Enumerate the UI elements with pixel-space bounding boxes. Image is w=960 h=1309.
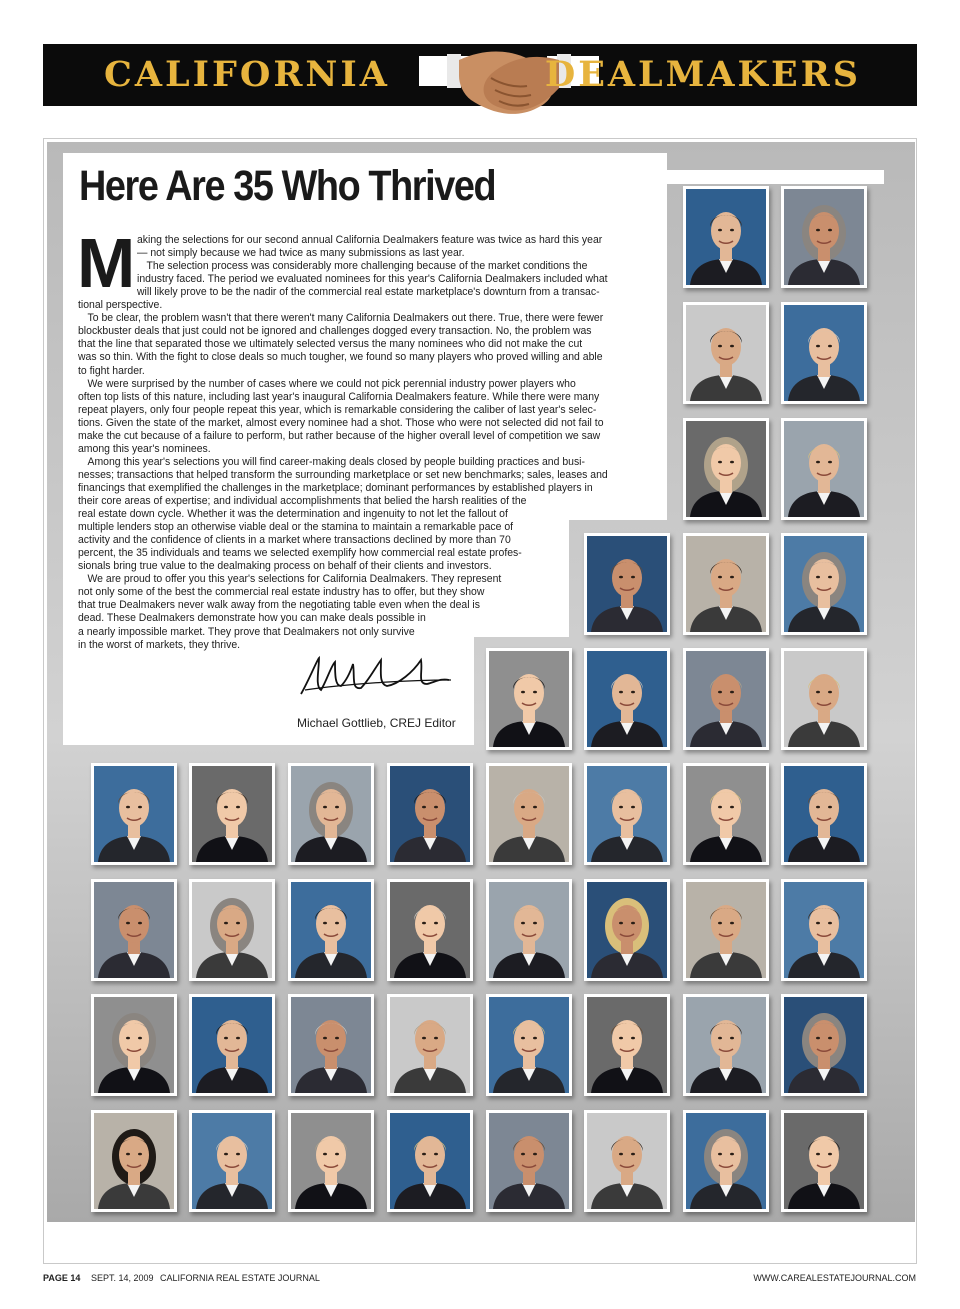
portrait-image [686, 1113, 766, 1209]
portrait-image [686, 766, 766, 862]
portrait-image [390, 882, 470, 978]
dealmaker-photo [781, 879, 867, 981]
portrait-image [686, 536, 766, 632]
portrait-image [390, 1113, 470, 1209]
dealmaker-photo [189, 879, 275, 981]
dealmaker-photo [781, 648, 867, 750]
portrait-image [192, 997, 272, 1093]
article-line: nesses; transactions that helped transform the surrounding marketplace or set new benchmarks; sales, leases and [78, 468, 608, 481]
dealmaker-photo [486, 1110, 572, 1212]
article-line: that true Dealmakers never walk away from the negotiating table even when the deal is [78, 599, 480, 612]
article-line: their core areas of expertise; and individual accomplishments that belied the harsh realities of the [78, 495, 527, 507]
portrait-image [686, 305, 766, 401]
dealmaker-photo [781, 533, 867, 635]
publication-name: CALIFORNIA REAL ESTATE JOURNAL [160, 1273, 320, 1283]
dealmaker-photo [584, 533, 670, 635]
dealmaker-photo [288, 879, 374, 981]
article-line: often top lists of this nature, including last year's inaugural California Dealmakers feature. While there were many [78, 390, 600, 403]
banner-left-word: CALIFORNIA [104, 54, 390, 95]
dealmaker-photo [683, 1110, 769, 1212]
article-line: to fight harder. [78, 364, 145, 377]
article-line: activity and the confidence of clients in a market where transactions declined by more than 70 [78, 534, 511, 547]
portrait-image [291, 882, 371, 978]
article-line: repeat players, only four people repeat this year, which is remarkable considering the caliber of last year's selec- [78, 403, 597, 416]
article-line: in the worst of markets, they thrive. [78, 638, 241, 651]
portrait-image [390, 766, 470, 862]
portrait-image [784, 305, 864, 401]
article-line: We were surprised by the number of cases where we could not pick perennial industry power players who [87, 377, 576, 390]
portrait-image [686, 997, 766, 1093]
article-line: tions. Given the state of the market, almost every nominee had a shot. Those who were not selected did not fail to [78, 416, 604, 429]
portrait-image [94, 1113, 174, 1209]
dealmaker-photo [584, 648, 670, 750]
dealmaker-photo [387, 763, 473, 865]
portrait-image [587, 1113, 667, 1209]
article-line: a nearly impossible market. They prove that Dealmakers not only survive [78, 625, 415, 638]
article-line: percent, the 35 individuals and teams we selected exemplify how commercial real estate profes- [78, 547, 522, 560]
portrait-image [489, 651, 569, 747]
dealmaker-photo [683, 648, 769, 750]
dealmaker-photo [387, 879, 473, 981]
dealmaker-photo [486, 994, 572, 1096]
dealmaker-photo [189, 994, 275, 1096]
article-line: among this year's nominees. [78, 442, 211, 455]
dealmaker-photo [781, 1110, 867, 1212]
article-line: make the cut because of a failure to perform, but rather because of the higher overall level of competition we saw [78, 429, 601, 442]
portrait-image [489, 1113, 569, 1209]
headline: Here Are 35 Who Thrived [79, 162, 496, 210]
portrait-image [291, 1113, 371, 1209]
photo-area-top-edge [666, 170, 884, 184]
article-line: aking the selections for our second annual California Dealmakers feature was twice as hard this year [137, 234, 603, 246]
portrait-image [94, 766, 174, 862]
dealmaker-photo [486, 879, 572, 981]
portrait-image [784, 651, 864, 747]
article-line: industry faced. The period we evaluated nominees for this year's California Dealmakers included what [137, 273, 608, 286]
dealmaker-photo [683, 879, 769, 981]
portrait-image [587, 536, 667, 632]
dealmaker-photo [683, 533, 769, 635]
dealmaker-photo [288, 1110, 374, 1212]
portrait-image [686, 421, 766, 517]
dealmaker-photo [91, 879, 177, 981]
portrait-image [291, 997, 371, 1093]
dealmaker-photo [387, 1110, 473, 1212]
portrait-image [587, 997, 667, 1093]
dealmaker-photo [584, 763, 670, 865]
article-line: not only some of the best the commercial real estate industry has to offer, but they show [78, 586, 485, 599]
dealmaker-photo [781, 994, 867, 1096]
dealmaker-photo [781, 302, 867, 404]
portrait-image [587, 766, 667, 862]
portrait-image [587, 651, 667, 747]
portrait-image [686, 882, 766, 978]
portrait-image [291, 766, 371, 862]
dealmaker-photo [683, 186, 769, 288]
portrait-image [784, 882, 864, 978]
portrait-image [192, 1113, 272, 1209]
article-line: To be clear, the problem wasn't that there weren't many California Dealmakers out there. True, there were fewer [87, 312, 604, 325]
article-line: — not simply because we had twice as many submissions as last year. [137, 247, 465, 260]
portrait-image [192, 766, 272, 862]
editor-name: Michael Gottlieb, CREJ Editor [297, 716, 456, 730]
portrait-image [686, 189, 766, 285]
article-line: that the line that separated those we ultimately selected versus the many nominees who did not make the cut [78, 338, 583, 351]
dealmaker-photo [683, 418, 769, 520]
article-line: blockbuster deals that just could not be ignored and challenges dogged every transaction. No, the problem was [78, 325, 592, 338]
portrait-image [784, 189, 864, 285]
dealmaker-photo [189, 763, 275, 865]
dealmaker-photo [584, 879, 670, 981]
article-line: Among this year's selections you will find career-making deals closed by people building practices and busi- [87, 455, 585, 468]
article-line: was so thin. With the fight to close deals so much tougher, we found so many players who proved willing and able [78, 351, 603, 364]
dealmaker-photo [584, 1110, 670, 1212]
portrait-image [390, 997, 470, 1093]
portrait-image [784, 1113, 864, 1209]
dealmaker-photo [584, 994, 670, 1096]
dealmaker-photo [91, 1110, 177, 1212]
article-line: financings that exemplified the challenges in the marketplace; dominant performances by established players in [78, 481, 593, 494]
article-line: real estate down cycle. Whether it was the determination and ingenuity to not let the fallout of [78, 508, 508, 521]
article-line: tional perspective. [78, 299, 163, 312]
portrait-image [784, 997, 864, 1093]
portrait-image [94, 882, 174, 978]
dealmaker-photo [683, 763, 769, 865]
dealmaker-photo [781, 763, 867, 865]
article-line: multiple lenders stop an otherwise viable deal or the stamina to maintain a remarkable pace of [78, 521, 514, 534]
dealmaker-photo [486, 648, 572, 750]
website-url: WWW.CAREALESTATEJOURNAL.COM [753, 1273, 916, 1283]
dealmaker-photo [683, 302, 769, 404]
dealmaker-photo [189, 1110, 275, 1212]
portrait-image [489, 766, 569, 862]
dealmaker-photo [781, 418, 867, 520]
dealmaker-photo [288, 763, 374, 865]
article-line: will likely prove to be the nadir of the commercial real estate marketplace's downturn from a transac- [137, 286, 600, 299]
portrait-image [489, 882, 569, 978]
portrait-image [192, 882, 272, 978]
editor-signature [295, 650, 455, 706]
portrait-image [489, 997, 569, 1093]
dealmaker-photo [91, 763, 177, 865]
dealmaker-photo [683, 994, 769, 1096]
portrait-image [784, 421, 864, 517]
dealmaker-photo [781, 186, 867, 288]
article-line: The selection process was considerably more challenging because of the market conditions the [146, 260, 588, 273]
page-number: PAGE 14 [43, 1273, 81, 1283]
article-line: We are proud to offer you this year's selections for California Dealmakers. They represent [87, 573, 502, 586]
article-line: dead. These Dealmakers demonstrate how you can make deals possible in [78, 612, 426, 625]
drop-cap: M [77, 224, 136, 302]
dealmaker-photo [288, 994, 374, 1096]
portrait-image [587, 882, 667, 978]
banner-right-word: DEALMAKERS [544, 54, 861, 95]
dealmaker-photo [387, 994, 473, 1096]
masthead-banner [43, 44, 917, 106]
portrait-image [784, 766, 864, 862]
portrait-image [686, 651, 766, 747]
dealmaker-photo [91, 994, 177, 1096]
article-line: sionals bring true value to the dealmaking process on behalf of their clients and investors. [78, 560, 492, 573]
issue-date: SEPT. 14, 2009 [91, 1273, 154, 1283]
portrait-image [94, 997, 174, 1093]
dealmaker-photo [486, 763, 572, 865]
portrait-image [784, 536, 864, 632]
